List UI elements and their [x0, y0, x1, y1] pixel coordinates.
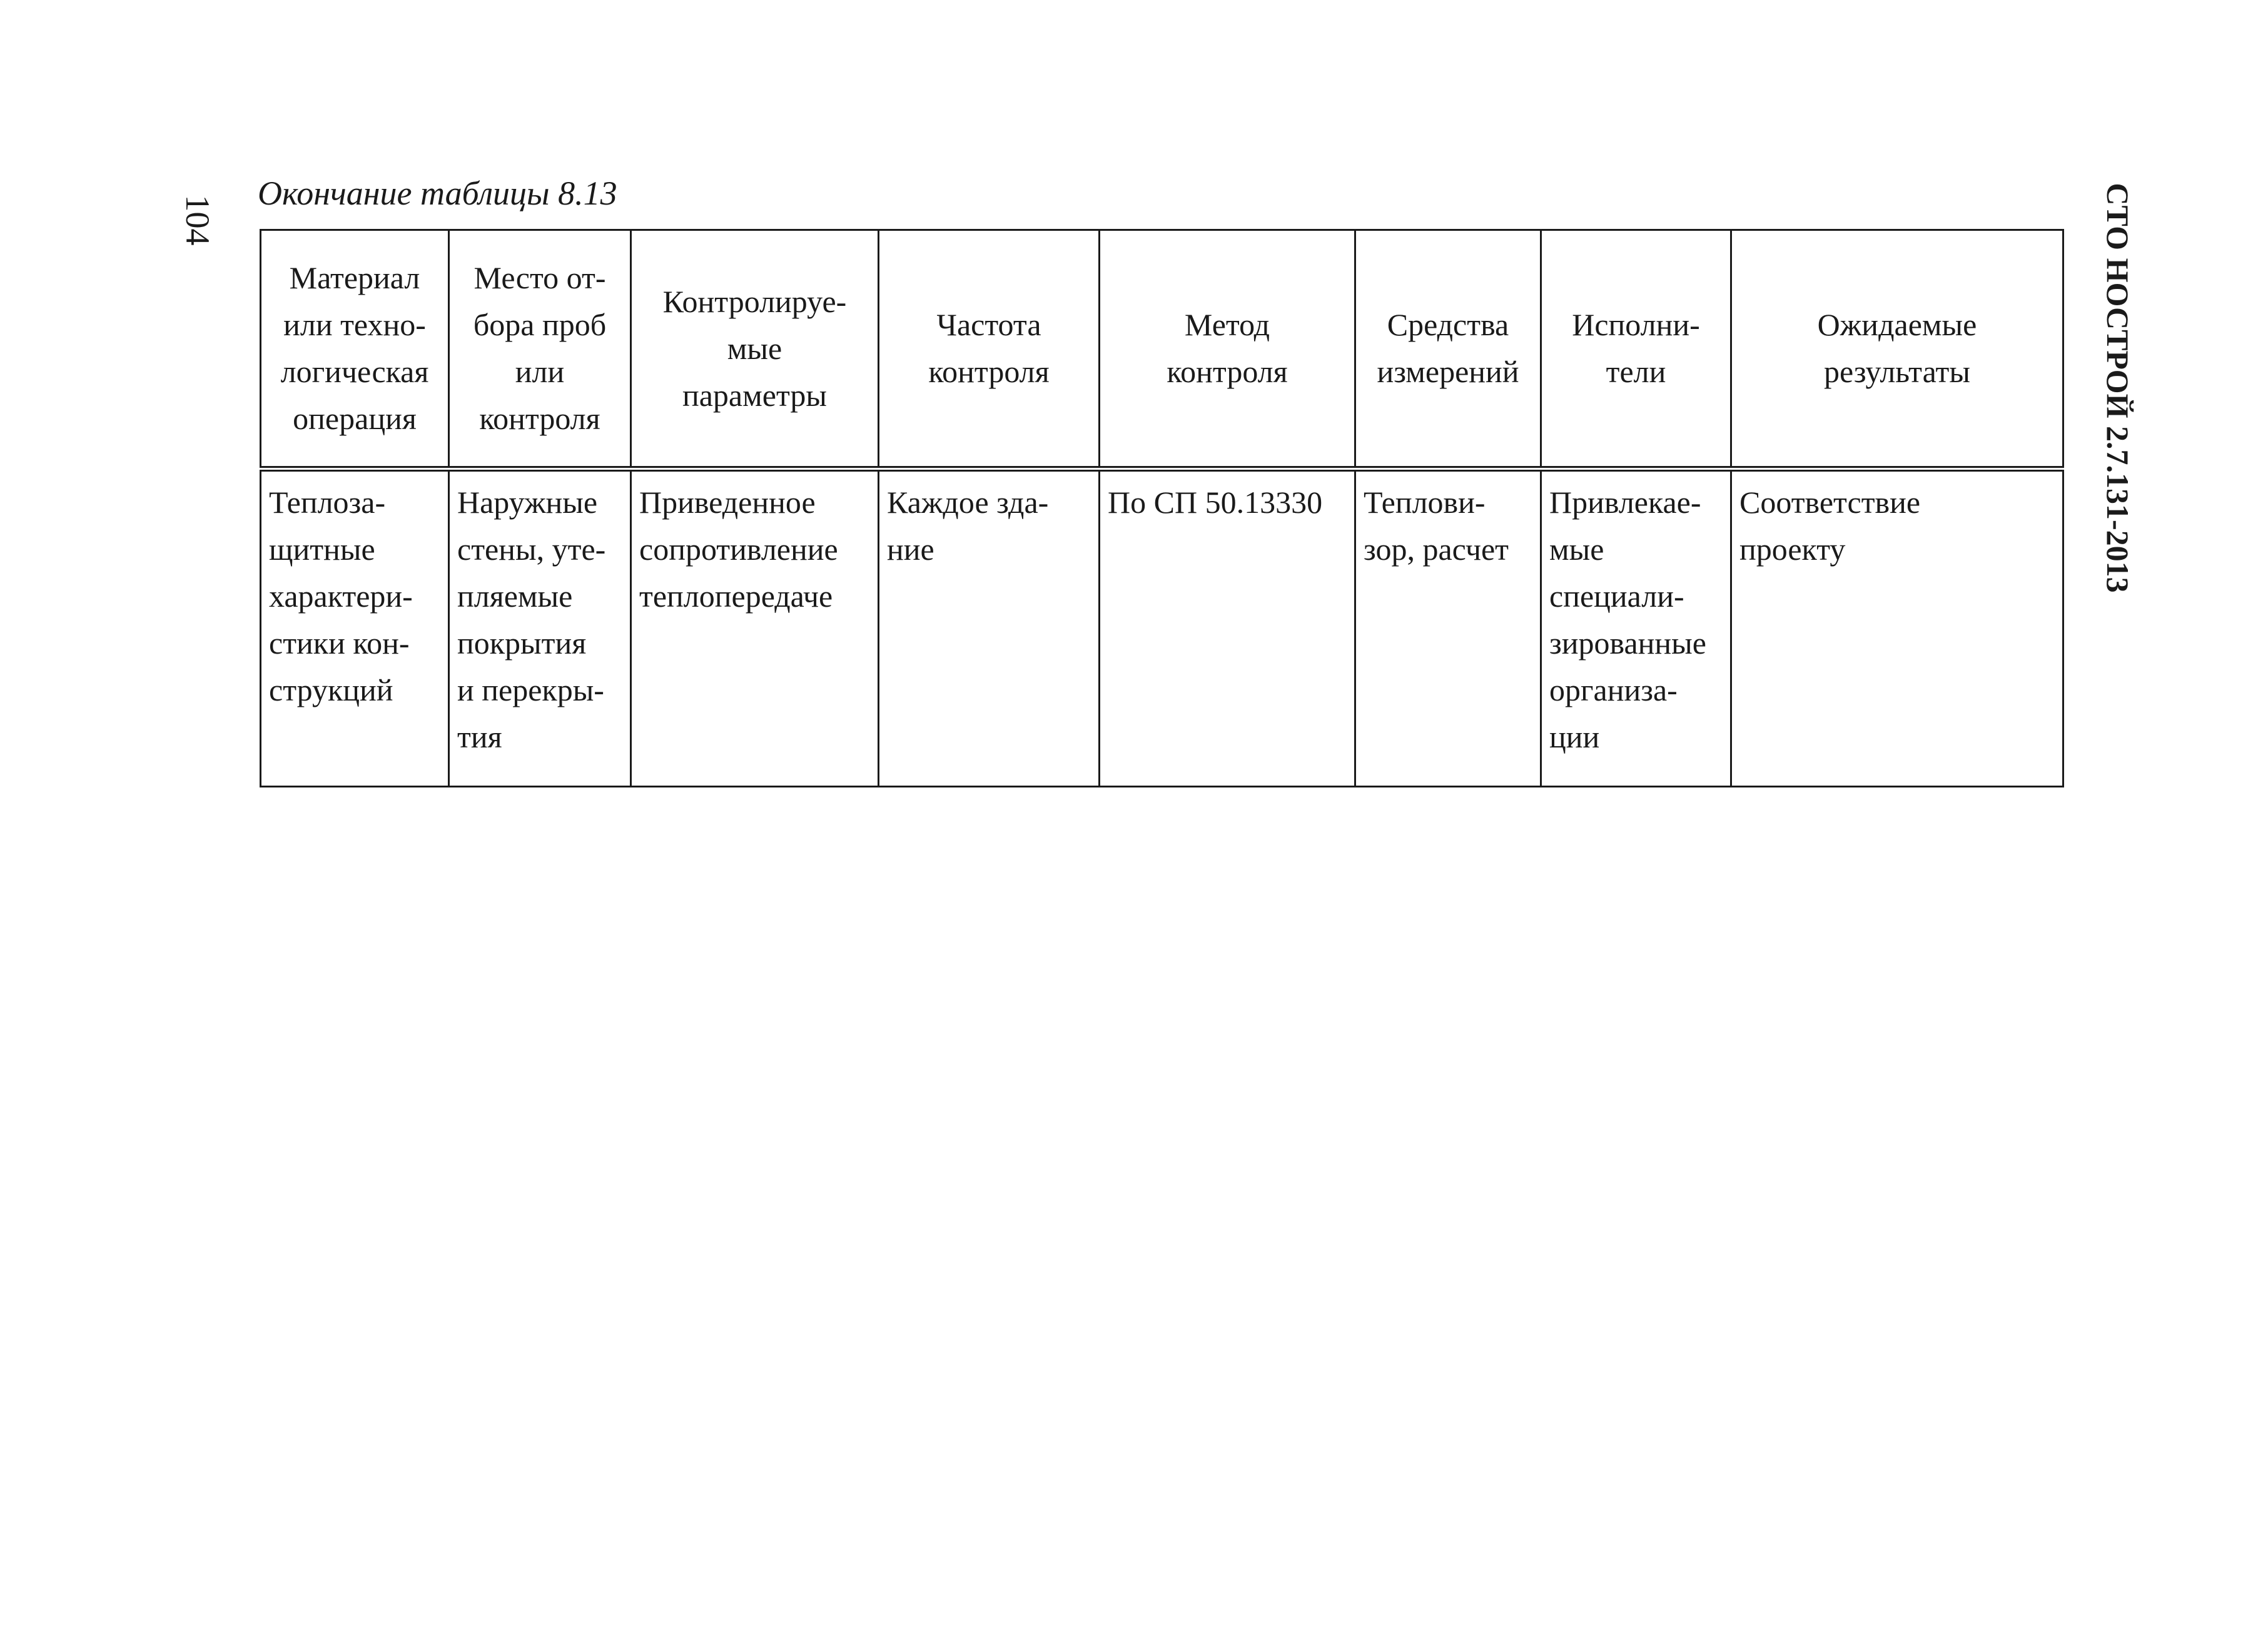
- control-table: [260, 229, 2064, 787]
- cell-measurement-tools: Теплови- зор, расчет: [1355, 469, 1541, 787]
- table-caption: Окончание таблицы 8.13: [258, 175, 617, 212]
- header-controlled-parameters: Контролируе- мые параметры: [631, 230, 879, 469]
- cell-material: Теплоза- щитные характери- стики кон- струкций: [261, 469, 449, 787]
- document-code: СТО НОСТРОЙ 2.7.131-2013: [2100, 183, 2135, 593]
- header-performers: Исполни- тели: [1541, 230, 1731, 469]
- page-number: 104: [179, 195, 216, 246]
- header-sampling-place: Место от- бора проб или контроля: [449, 230, 631, 469]
- header-material: Материал или техно- логическая операция: [261, 230, 449, 469]
- header-control-method: Метод контроля: [1100, 230, 1355, 469]
- cell-sampling-place: Наружные стены, уте- пляемые покрытия и перекры- тия: [449, 469, 631, 787]
- header-control-frequency: Частота контроля: [879, 230, 1100, 469]
- header-measurement-tools: Средства измерений: [1355, 230, 1541, 469]
- cell-controlled-parameters: Приведенное сопротивление теплопередаче: [631, 469, 879, 787]
- table-header-row: [261, 230, 2063, 469]
- header-expected-results: Ожидаемые результаты: [1731, 230, 2063, 469]
- cell-expected-results: Соответствие проекту: [1731, 469, 2063, 787]
- cell-control-frequency: Каждое зда- ние: [879, 469, 1100, 787]
- cell-control-method: По СП 50.13330: [1100, 469, 1355, 787]
- cell-performers: Привлекае- мые специали- зированные организа- ции: [1541, 469, 1731, 787]
- table-row: [261, 469, 2063, 787]
